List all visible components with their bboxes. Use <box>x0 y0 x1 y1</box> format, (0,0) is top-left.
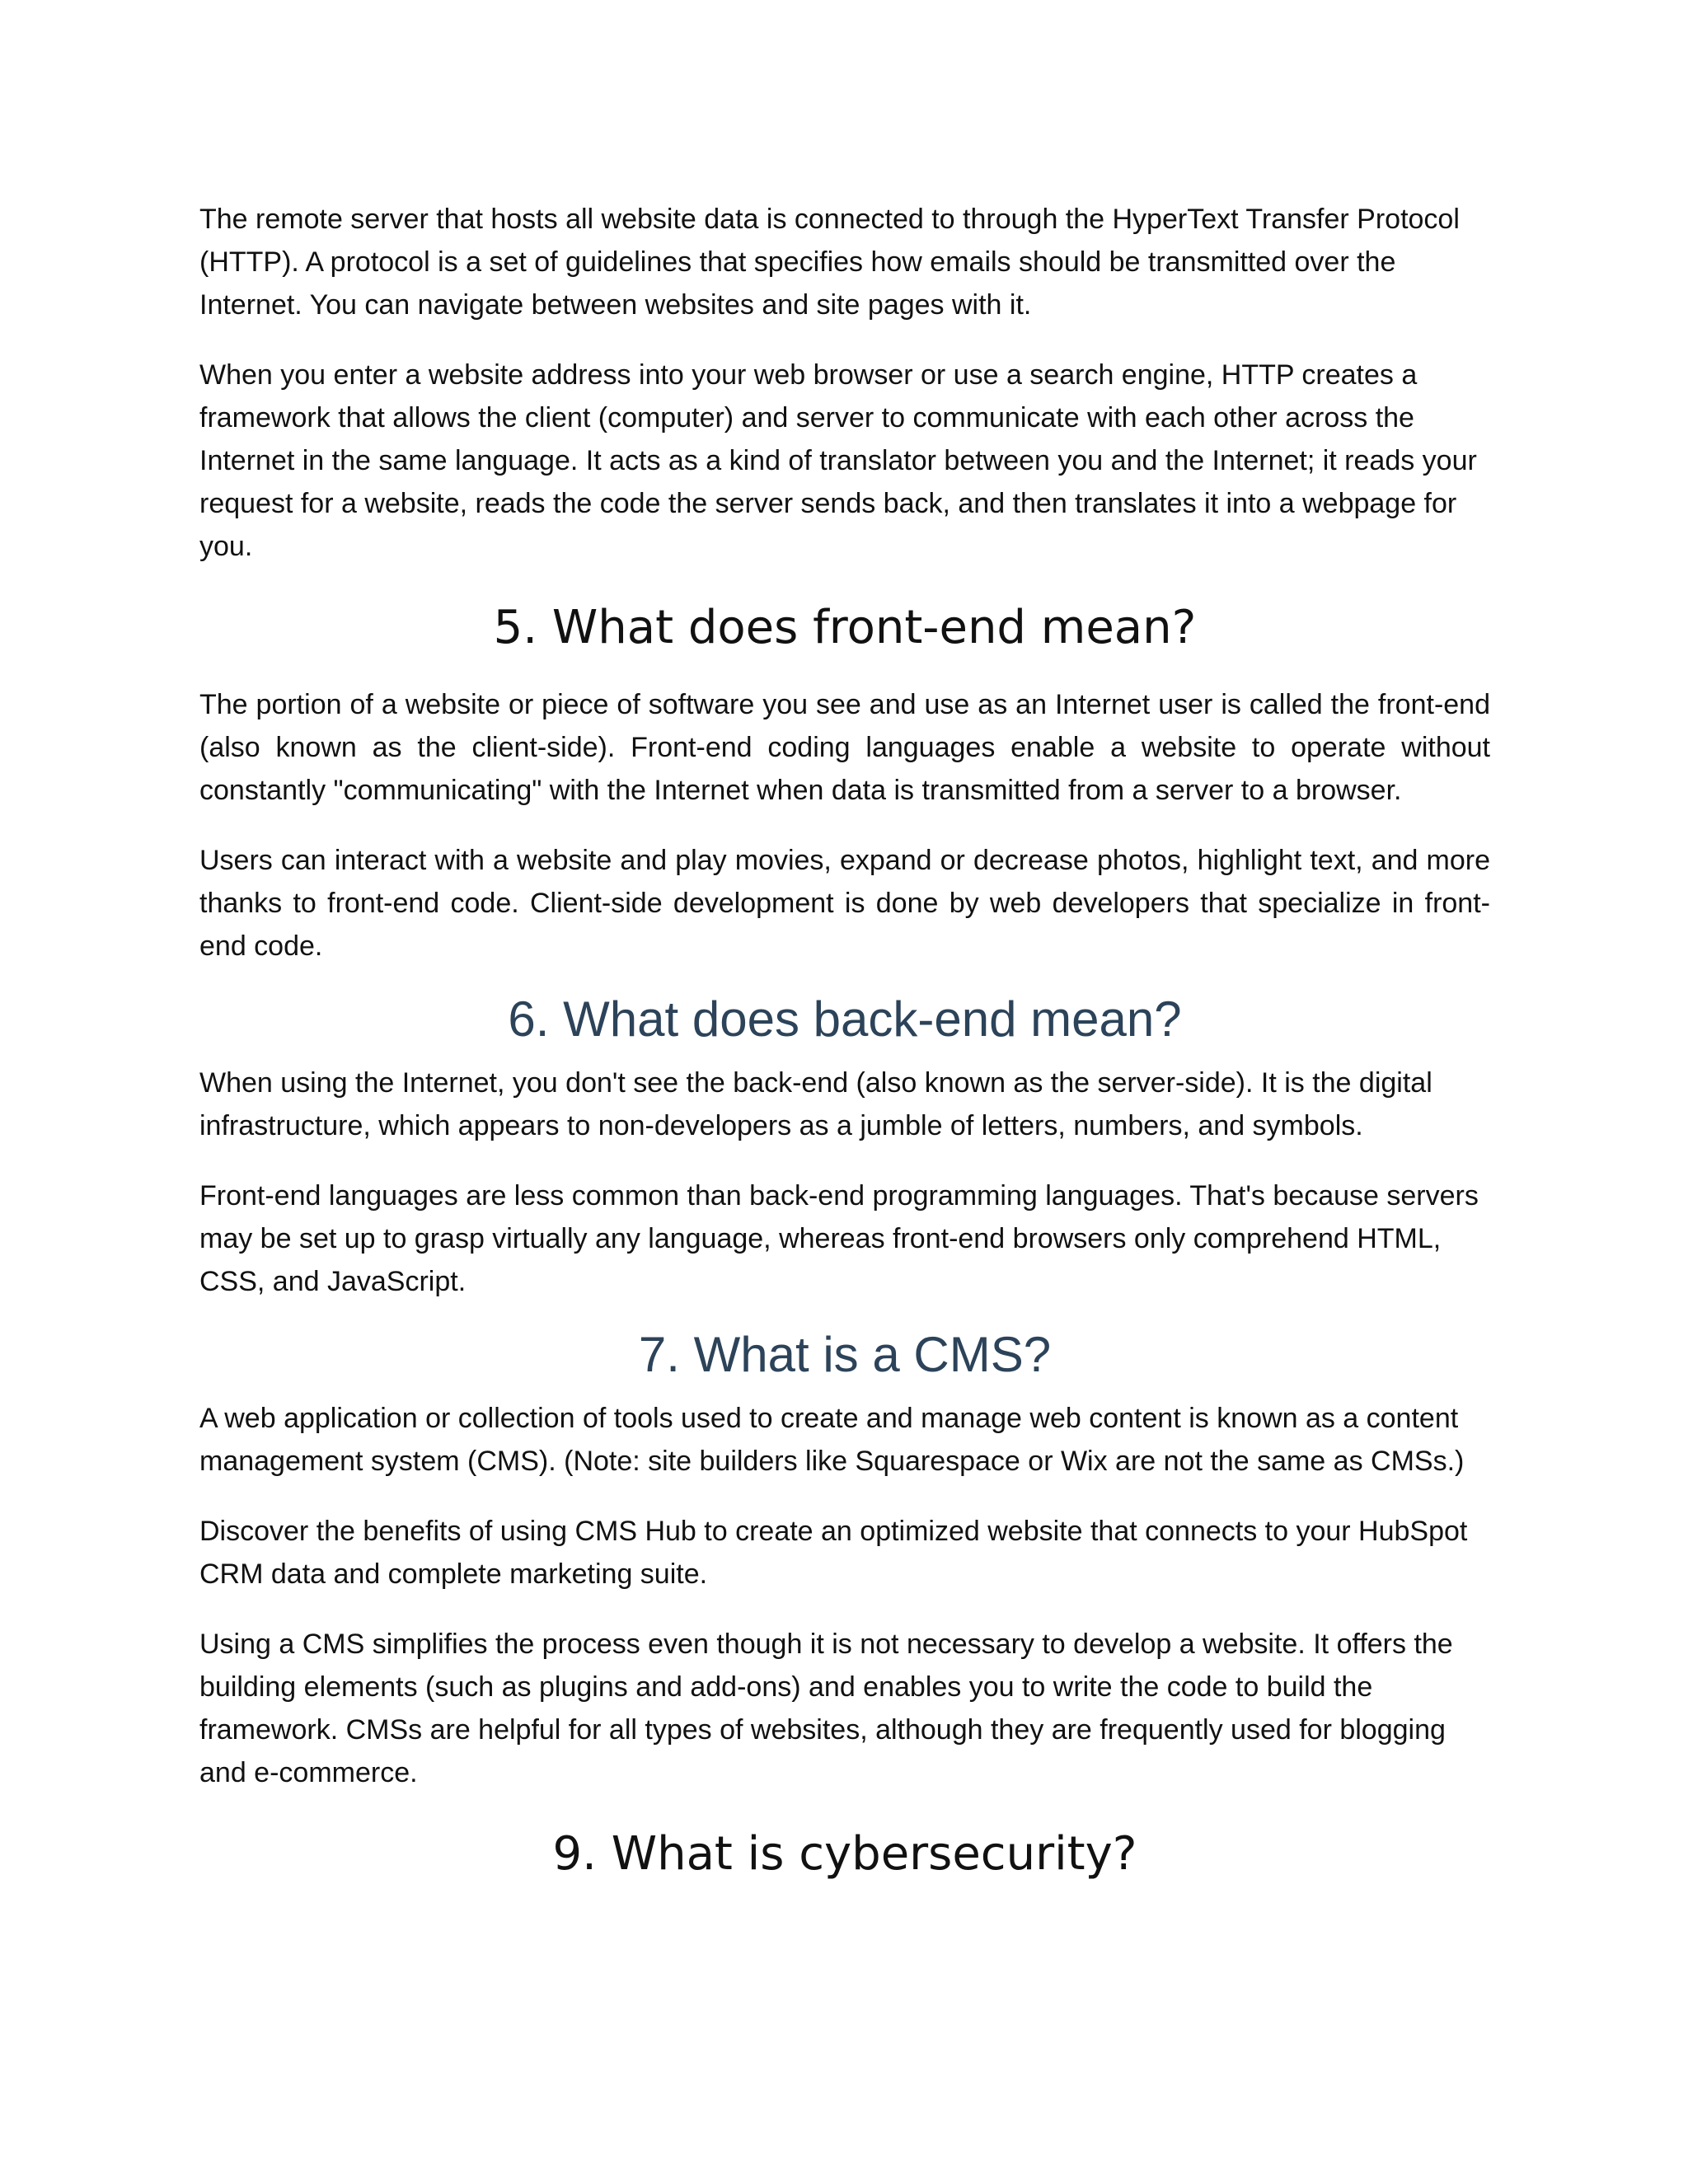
heading-front-end: 5. What does front-end mean? <box>493 601 1197 654</box>
paragraph-http-intro: The remote server that hosts all website data is connected to through the HyperText Transfer Protocol (HTTP). A protocol is a set of guidelines that specifies how emails should be transmitted over the Internet. You can navigate between websites and site pages with it. <box>199 204 1460 321</box>
heading-cybersecurity: 9. What is cybersecurity? <box>552 1827 1137 1881</box>
heading-cms: 7. What is a CMS? <box>638 1327 1052 1382</box>
paragraph-back-end-languages: Front-end languages are less common than back-end programming languages. That's because servers may be set up to grasp virtually any language, whereas front-end browsers only comprehend HTML, CSS, and JavaScript. <box>199 1180 1479 1297</box>
document-body <box>199 198 1490 1882</box>
paragraph-cms-definition: A web application or collection of tools used to create and manage web content is known as a content management system (CMS). (Note: site builders like Squarespace or Wix are not the same as CMSs.) <box>199 1403 1465 1477</box>
paragraph-cms-hub: Discover the benefits of using CMS Hub to create an optimized website that connects to your HubSpot CRM data and complete marketing suite. <box>199 1516 1468 1590</box>
paragraph-front-end-usage: Users can interact with a website and play movies, expand or decrease photos, highlight text, and more thanks to front-end code. Client-side development is done by web developers that specialize in front-end code. <box>199 845 1490 962</box>
paragraph-back-end-definition: When using the Internet, you don't see the back-end (also known as the server-side). It is the digital infrastructure, which appears to non-developers as a jumble of letters, numbers, and symbols. <box>199 1067 1432 1141</box>
paragraph-cms-benefits: Using a CMS simplifies the process even though it is not necessary to develop a website. It offers the building elements (such as plugins and add-ons) and enables you to write the code to build the framework. CMSs are helpful for all types of websites, although they are frequently used for blogging and e-commerce. <box>199 1629 1453 1788</box>
paragraph-http-translator: When you enter a website address into your web browser or use a search engine, HTTP creates a framework that allows the client (computer) and server to communicate with each other across the Internet in the same language. It acts as a kind of translator between you and the Internet; it reads your request for a website, reads the code the server sends back, and then translates it into a webpage for you. <box>199 359 1477 562</box>
paragraph-front-end-definition: The portion of a website or piece of software you see and use as an Internet user is called the front-end (also known as the client-side). Front-end coding languages enable a website to operate without constantly "communicating" with the Internet when data is transmitted from a server to a browser. <box>199 689 1490 806</box>
heading-back-end: 6. What does back-end mean? <box>508 991 1182 1047</box>
